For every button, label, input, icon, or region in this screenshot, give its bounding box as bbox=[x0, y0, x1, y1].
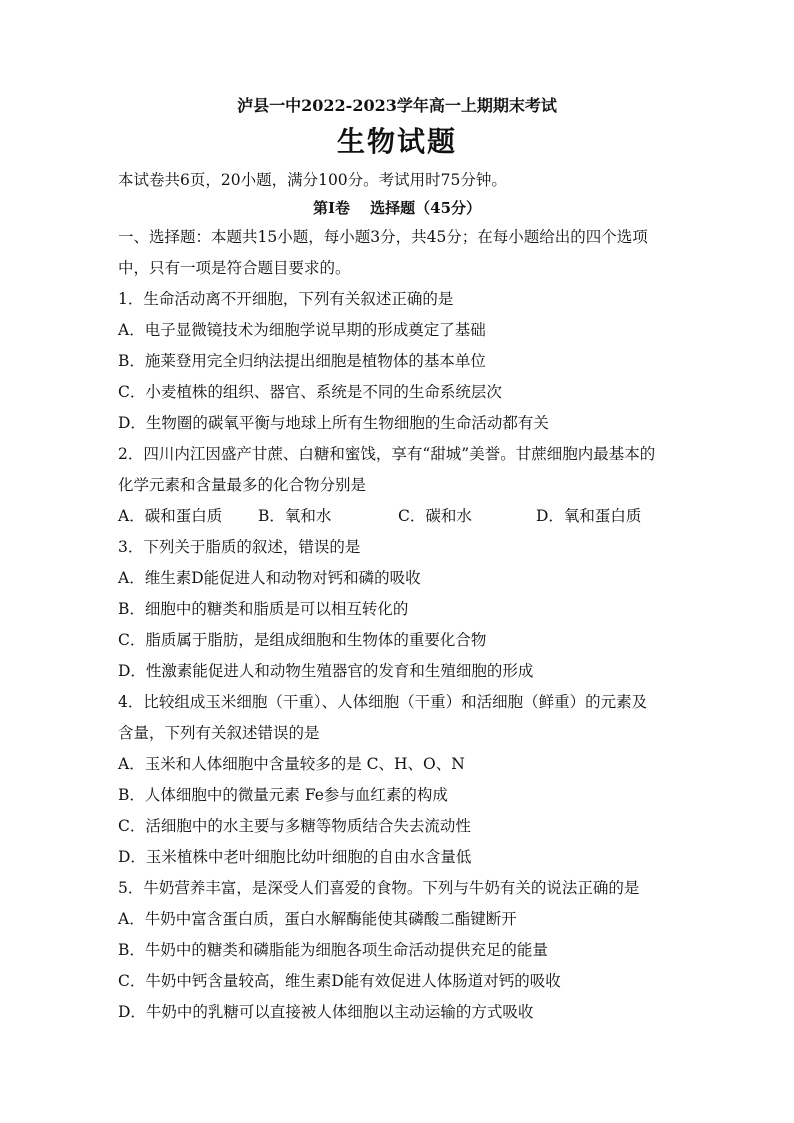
exam-name: 泸县一中2022-2023学年高一上期期末考试 bbox=[237, 96, 557, 115]
option-b: B．牛奶中的糖类和磷脂能为细胞各项生命活动提供充足的能量 bbox=[118, 941, 548, 959]
option-b: B．人体细胞中的微量元素 Fe参与血红素的构成 bbox=[118, 786, 448, 804]
option-d: D．牛奶中的乳糖可以直接被人体细胞以主动运输的方式吸收 bbox=[118, 1003, 534, 1021]
section-title: 第I卷 选择题（45分） bbox=[312, 199, 482, 217]
question-stem: 1．生命活动离不开细胞，下列有关叙述正确的是 bbox=[118, 290, 454, 308]
option-c: C．碳和水 bbox=[398, 507, 472, 525]
section-instructions: 一、选择题：本题共15小题，每小题3分，共45分；在每小题给出的四个选项 bbox=[118, 228, 648, 246]
option-a: A．电子显微镜技术为细胞学说早期的形成奠定了基础 bbox=[118, 321, 486, 339]
option-c: C．牛奶中钙含量较高，维生素D能有效促进人体肠道对钙的吸收 bbox=[118, 972, 561, 990]
option-a: A．玉米和人体细胞中含量较多的是 C、H、O、N bbox=[118, 755, 465, 773]
exam-info: 本试卷共6页，20小题，满分100分。考试用时75分钟。 bbox=[118, 171, 507, 189]
option-a: A．牛奶中富含蛋白质，蛋白水解酶能使其磷酸二酯键断开 bbox=[118, 910, 517, 928]
option-a: A．碳和蛋白质 bbox=[118, 507, 223, 525]
section-instructions: 中，只有一项是符合题目要求的。 bbox=[118, 259, 351, 277]
question-stem: 5．牛奶营养丰富，是深受人们喜爱的食物。下列与牛奶有关的说法正确的是 bbox=[118, 879, 640, 897]
option-b: B．细胞中的糖类和脂质是可以相互转化的 bbox=[118, 600, 409, 618]
option-row bbox=[118, 506, 678, 526]
option-c: C．脂质属于脂肪，是组成细胞和生物体的重要化合物 bbox=[118, 631, 487, 649]
question-stem: 2．四川内江因盛产甘蔗、白糖和蜜饯，享有“甜城”美誉。甘蔗细胞内最基本的 bbox=[118, 445, 656, 463]
question-stem: 4．比较组成玉米细胞（干重）、人体细胞（干重）和活细胞（鲜重）的元素及 bbox=[118, 693, 648, 711]
option-d: D．生物圈的碳氧平衡与地球上所有生物细胞的生命活动都有关 bbox=[118, 414, 549, 432]
question-stem: 3．下列关于脂质的叙述，错误的是 bbox=[118, 538, 361, 556]
option-c: C．活细胞中的水主要与多糖等物质结合失去流动性 bbox=[118, 817, 471, 835]
question-stem: 化学元素和含量最多的化合物分别是 bbox=[118, 476, 367, 494]
option-d: D．氧和蛋白质 bbox=[536, 507, 642, 525]
option-d: D．性激素能促进人和动物生殖器官的发育和生殖细胞的形成 bbox=[118, 662, 534, 680]
option-a: A．维生素D能促进人和动物对钙和磷的吸收 bbox=[118, 569, 421, 587]
option-b: B．氧和水 bbox=[258, 507, 332, 525]
subject-title: 生物试题 bbox=[336, 125, 457, 158]
question-stem: 含量，下列有关叙述错误的是 bbox=[118, 724, 320, 742]
option-d: D．玉米植株中老叶细胞比幼叶细胞的自由水含量低 bbox=[118, 848, 472, 866]
option-c: C．小麦植株的组织、器官、系统是不同的生命系统层次 bbox=[118, 383, 502, 401]
option-b: B．施莱登用完全归纳法提出细胞是植物体的基本单位 bbox=[118, 352, 486, 370]
